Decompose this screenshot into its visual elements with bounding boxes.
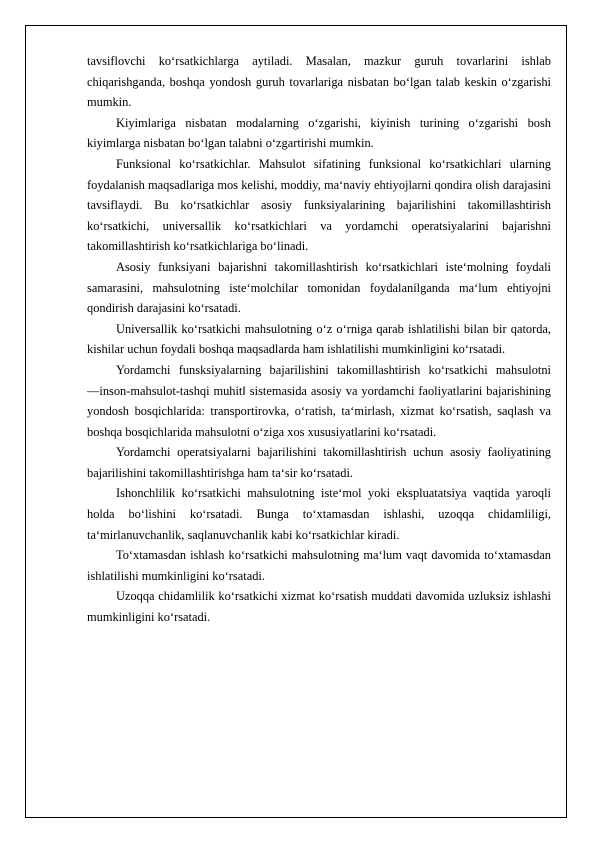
paragraph-1: tavsiflovchi ko‘rsatkichlarga aytiladi. Masalan, mazkur guruh tovarlarini ishlab chiqarishganda, boshqa yondosh guruh tovarlariga nisbatan bo‘lgan talab keskin o‘zgarishi mumkin. <box>87 54 551 110</box>
paragraph-3: Funksional ko‘rsatkichlar. Mahsulot sifatining funksional ko‘rsatkichlari ularning foydalanish maqsadlariga mos kelishi, moddiy, ma‘naviy ehtiyojlarni qondira olish darajasini tavsiflaydi. Bu ko‘rsatkichlar asosiy funksiyalarining bajarilishini takomillashtirish ko‘rsatkichi, universallik ko‘rsatkichlari va yordamchi operatsiyalarini bajarishni takomillashtirish ko‘rsatkichlariga bo‘linadi. <box>87 156 551 254</box>
paragraph-5: Universallik ko‘rsatkichi mahsulotning o‘z o‘rniga qarab ishlatilishi bilan bir qatorda, kishilar uchun foydali boshqa maqsadlarda ham ishlatilishi mumkinligini ko‘rsatadi. <box>87 321 551 357</box>
paragraph-10: Uzoqqa chidamlilik ko‘rsatkichi xizmat ko‘rsatish muddati davomida uzluksiz ishlashi mumkinligini ko‘rsatadi. <box>87 589 551 625</box>
document-body <box>87 51 551 628</box>
paragraph-2: Kiyimlariga nisbatan modalarning o‘zgarishi, kiyinish turining o‘zgarishi bosh kiyimlarga nisbatan bo‘lgan talabni o‘zgartirishi mumkin. <box>87 115 551 151</box>
paragraph-9: To‘xtamasdan ishlash ko‘rsatkichi mahsulotning ma‘lum vaqt davomida to‘xtamasdan ishlatilishi mumkinligini ko‘rsatadi. <box>87 548 551 583</box>
paragraph-7: Yordamchi operatsiyalarni bajarilishini takomillashtirish uchun asosiy faoliyatining bajarilishini takomillashtirishga ham ta‘sir ko‘rsatadi. <box>87 445 551 480</box>
paragraph-8: Ishonchlilik ko‘rsatkichi mahsulotning iste‘mol yoki ekspluatatsiya vaqtida yaroqli holda bo‘lishini ko‘rsatadi. Bunga to‘xtamasdan ishlashi, uzoqqa chidamliligi, ta‘mirlanuvchanlik, saqlanuvchanlik kabi ko‘rsatkichlar kiradi. <box>87 486 551 542</box>
paragraph-6: Yordamchi funsksiyalarning bajarilishini takomillashtirish ko‘rsatkichi mahsulotni ―inson-mahsulot-tashqi muhit‖ sistemasida asosiy va yordamchi faoliyatlarini bajarishining yondosh bosqichlarida: transportirovka, o‘ratish, ta‘mirlash, xizmat ko‘rsatish, saqlash va boshqa bosqichlarida mahsulotni o‘ziga xos xususiyatlarini ko‘rsatadi. <box>87 362 551 439</box>
paragraph-4: Asosiy funksiyani bajarishni takomillashtirish ko‘rsatkichlari iste‘molning foydali samarasini, mahsulotning iste‘molchilar tomonidan foydalanilganda ma‘lum ehtiyojni qondirish darajasini ko‘rsatadi. <box>87 259 551 316</box>
